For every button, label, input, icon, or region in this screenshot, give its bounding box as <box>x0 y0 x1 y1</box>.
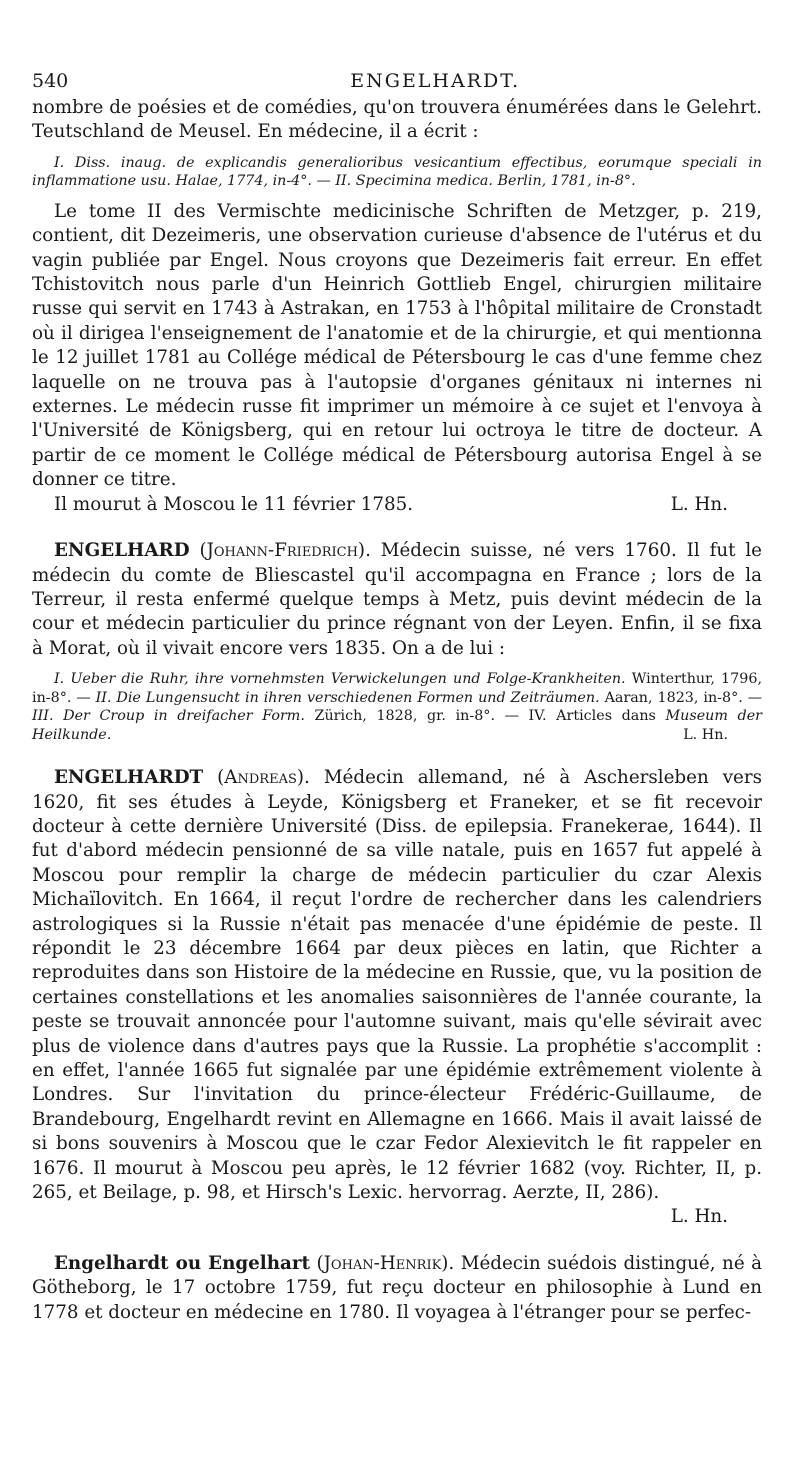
entry-johann-name: ENGELHARD <box>54 540 190 562</box>
entry-johann-biblio-3-pub: Zürich, 1828, gr. in-8°. — IV. Articles dans <box>314 708 656 725</box>
entry-engelhard-johann-friedrich <box>32 539 762 744</box>
entry-johann-biblio-3: III. Der Croup in dreifacher Form. <box>32 708 305 725</box>
entry-johann-signature: L. Hn. <box>683 726 728 743</box>
page-header <box>32 70 762 92</box>
entry-johann-text <box>32 539 762 661</box>
entry-johann-biblio-2-pub: Aaran, 1823, in-8°. — <box>604 689 763 706</box>
entry-andreas-body: Médecin allemand, né à Aschersleben vers 1620, fit ses études à Leyde, Königsberg et Franeker, et se fit recevoir docteur à cette dernière Université (Diss. de epilepsia. Franekerae, 1644). Il fut d'abord médecin pensionné de sa ville natale, puis en 1657 fut appelé à Moscou pour remplir la charge de médecin particulier du czar Alexis Michaïlovitch. En 1664, il reçut l'ordre de rechercher dans les calendriers astrologiques si la Russie n'était pas menacée d'une épidémie de peste. Il répondit le 23 décembre 1664 par deux pièces en latin, que Richter a reproduites dans son Histoire de la médecine en Russie, que, vu la position de certaines constellations et les anomalies saisonnières de l'année courante, la peste se trouvait annoncée pour l'automne suivant, mais qu'elle sévirait avec plus de violence dans d'autres pays que la Russie. La prophétie s'accomplit : en effet, l'année 1665 fut signalée par une épidémie extrêmement violente à Londres. Sur l'invitation du prince-électeur Frédéric-Guillaume, de Brandebourg, Engelhardt revint en Allemagne en 1666. Mais il avait laissé de si bons souvenirs à Moscou que le czar Fedor Alexievitch le fit rappeler en 1676. Il mourut à Moscou peu après, le 12 février 1682 (voy. Richter, II, p. 265, et Beilage, p. 98, et Hirsch's Lexic. hervorrag. Aerzte, II, 286). <box>32 767 762 1204</box>
entry-johann-biblio-2: II. Die Lungensucht in ihren verschiedenen Formen und Zeiträumen. <box>95 689 600 706</box>
entry-engelhardt-johan-henrik <box>32 1252 762 1325</box>
entry-andreas-given: (Andreas). <box>217 767 310 789</box>
entry-johann-biblio-1: I. Ueber die Ruhr, ihre vornehmsten Verwickelungen und Folge-Krankheiten. <box>54 671 626 688</box>
entry-johan-henrik-given: (Johan-Henrik). <box>316 1252 455 1274</box>
entry-johann-biblio-4: Museum der Heilkunde. <box>32 708 762 743</box>
entry-johan-henrik-text <box>32 1252 762 1325</box>
entry-johann-given: (Johann-Friedrich). <box>199 540 371 562</box>
entry-johan-henrik-body: Médecin suédois distingué, né à Götheborg, le 17 octobre 1759, fut reçu docteur en philosophie à Lund en 1778 et docteur en médecine en 1780. Il voyagea à l'étranger pour se perfec- <box>32 1252 763 1323</box>
entry-johann-body: Médecin suisse, né vers 1760. Il fut le médecin du comte de Bliescastel qu'il accompagna en France ; lors de la Terreur, il resta enfermé quelque temps à Metz, puis devint médecin de la cour et médecin particulier du prince régnant von der Leyen. Enfin, il se fixa à Morat, où il vivait encore vers 1835. On a de lui : <box>32 540 762 659</box>
intro-death-note: Il mourut à Moscou le 11 février 1785. <box>54 493 414 515</box>
intro-signature: L. Hn. <box>670 493 728 515</box>
intro-paragraph-2: Le tome II des Vermischte medicinische Schriften de Metzger, p. 219, contient, dit Dezeimeris, une observation curieuse d'absence de l'utérus et du vagin publiée par Engel. Nous croyons que Dezeimeris fait erreur. En effet Tchistovitch nous parle d'un Heinrich Gottlieb Engel, chirurgien militaire russe qui servit en 1743 à Astrakan, en 1753 à l'hôpital militaire de Cronstadt où il dirigea l'enseignement de l'anatomie et de la chirurgie, et qui mentionna le 12 juillet 1781 au Collége médical de Pétersbourg le cas d'une femme chez laquelle on ne trouva pas à l'autopsie d'organes génitaux ni internes ni externes. Le médecin russe fit imprimer un mémoire à ce sujet et l'envoya à l'Université de Königsberg, qui en retour lui octroya le titre de docteur. A partir de ce moment le Collége médical de Pétersbourg autorisa Engel à se donner ce titre. <box>32 200 762 491</box>
document-page <box>32 70 762 1325</box>
entry-engelhardt-andreas <box>32 766 762 1230</box>
entry-andreas-text <box>32 766 762 1230</box>
running-title: ENGELHARDT. <box>350 70 521 92</box>
intro-paragraph-3 <box>32 493 762 517</box>
intro-bibliography <box>32 154 762 191</box>
entry-andreas-name: ENGELHARDT <box>54 767 204 789</box>
intro-paragraph-1: nombre de poésies et de comédies, qu'on trouvera énumérées dans le Gelehrt. Teutschland de Meusel. En médecine, il a écrit : <box>32 97 762 143</box>
entry-johann-biblio-1-pub: Winterthur, 1796, in-8°. — <box>32 671 762 706</box>
entry-johann-bibliography <box>32 670 762 744</box>
entry-andreas-signature: L. Hn. <box>670 1206 728 1228</box>
intro-bibliography-text: I. Diss. inaug. de explicandis generalioribus vesicantium effectibus, eorumque speciali in inflammatione usu. Halae, 1774, in-4°. — II. Specimina medica. Berlin, 1781, in-8°. <box>32 154 762 190</box>
entry-johan-henrik-name: Engelhardt ou Engelhart <box>54 1252 310 1274</box>
page-number: 540 <box>32 70 69 92</box>
